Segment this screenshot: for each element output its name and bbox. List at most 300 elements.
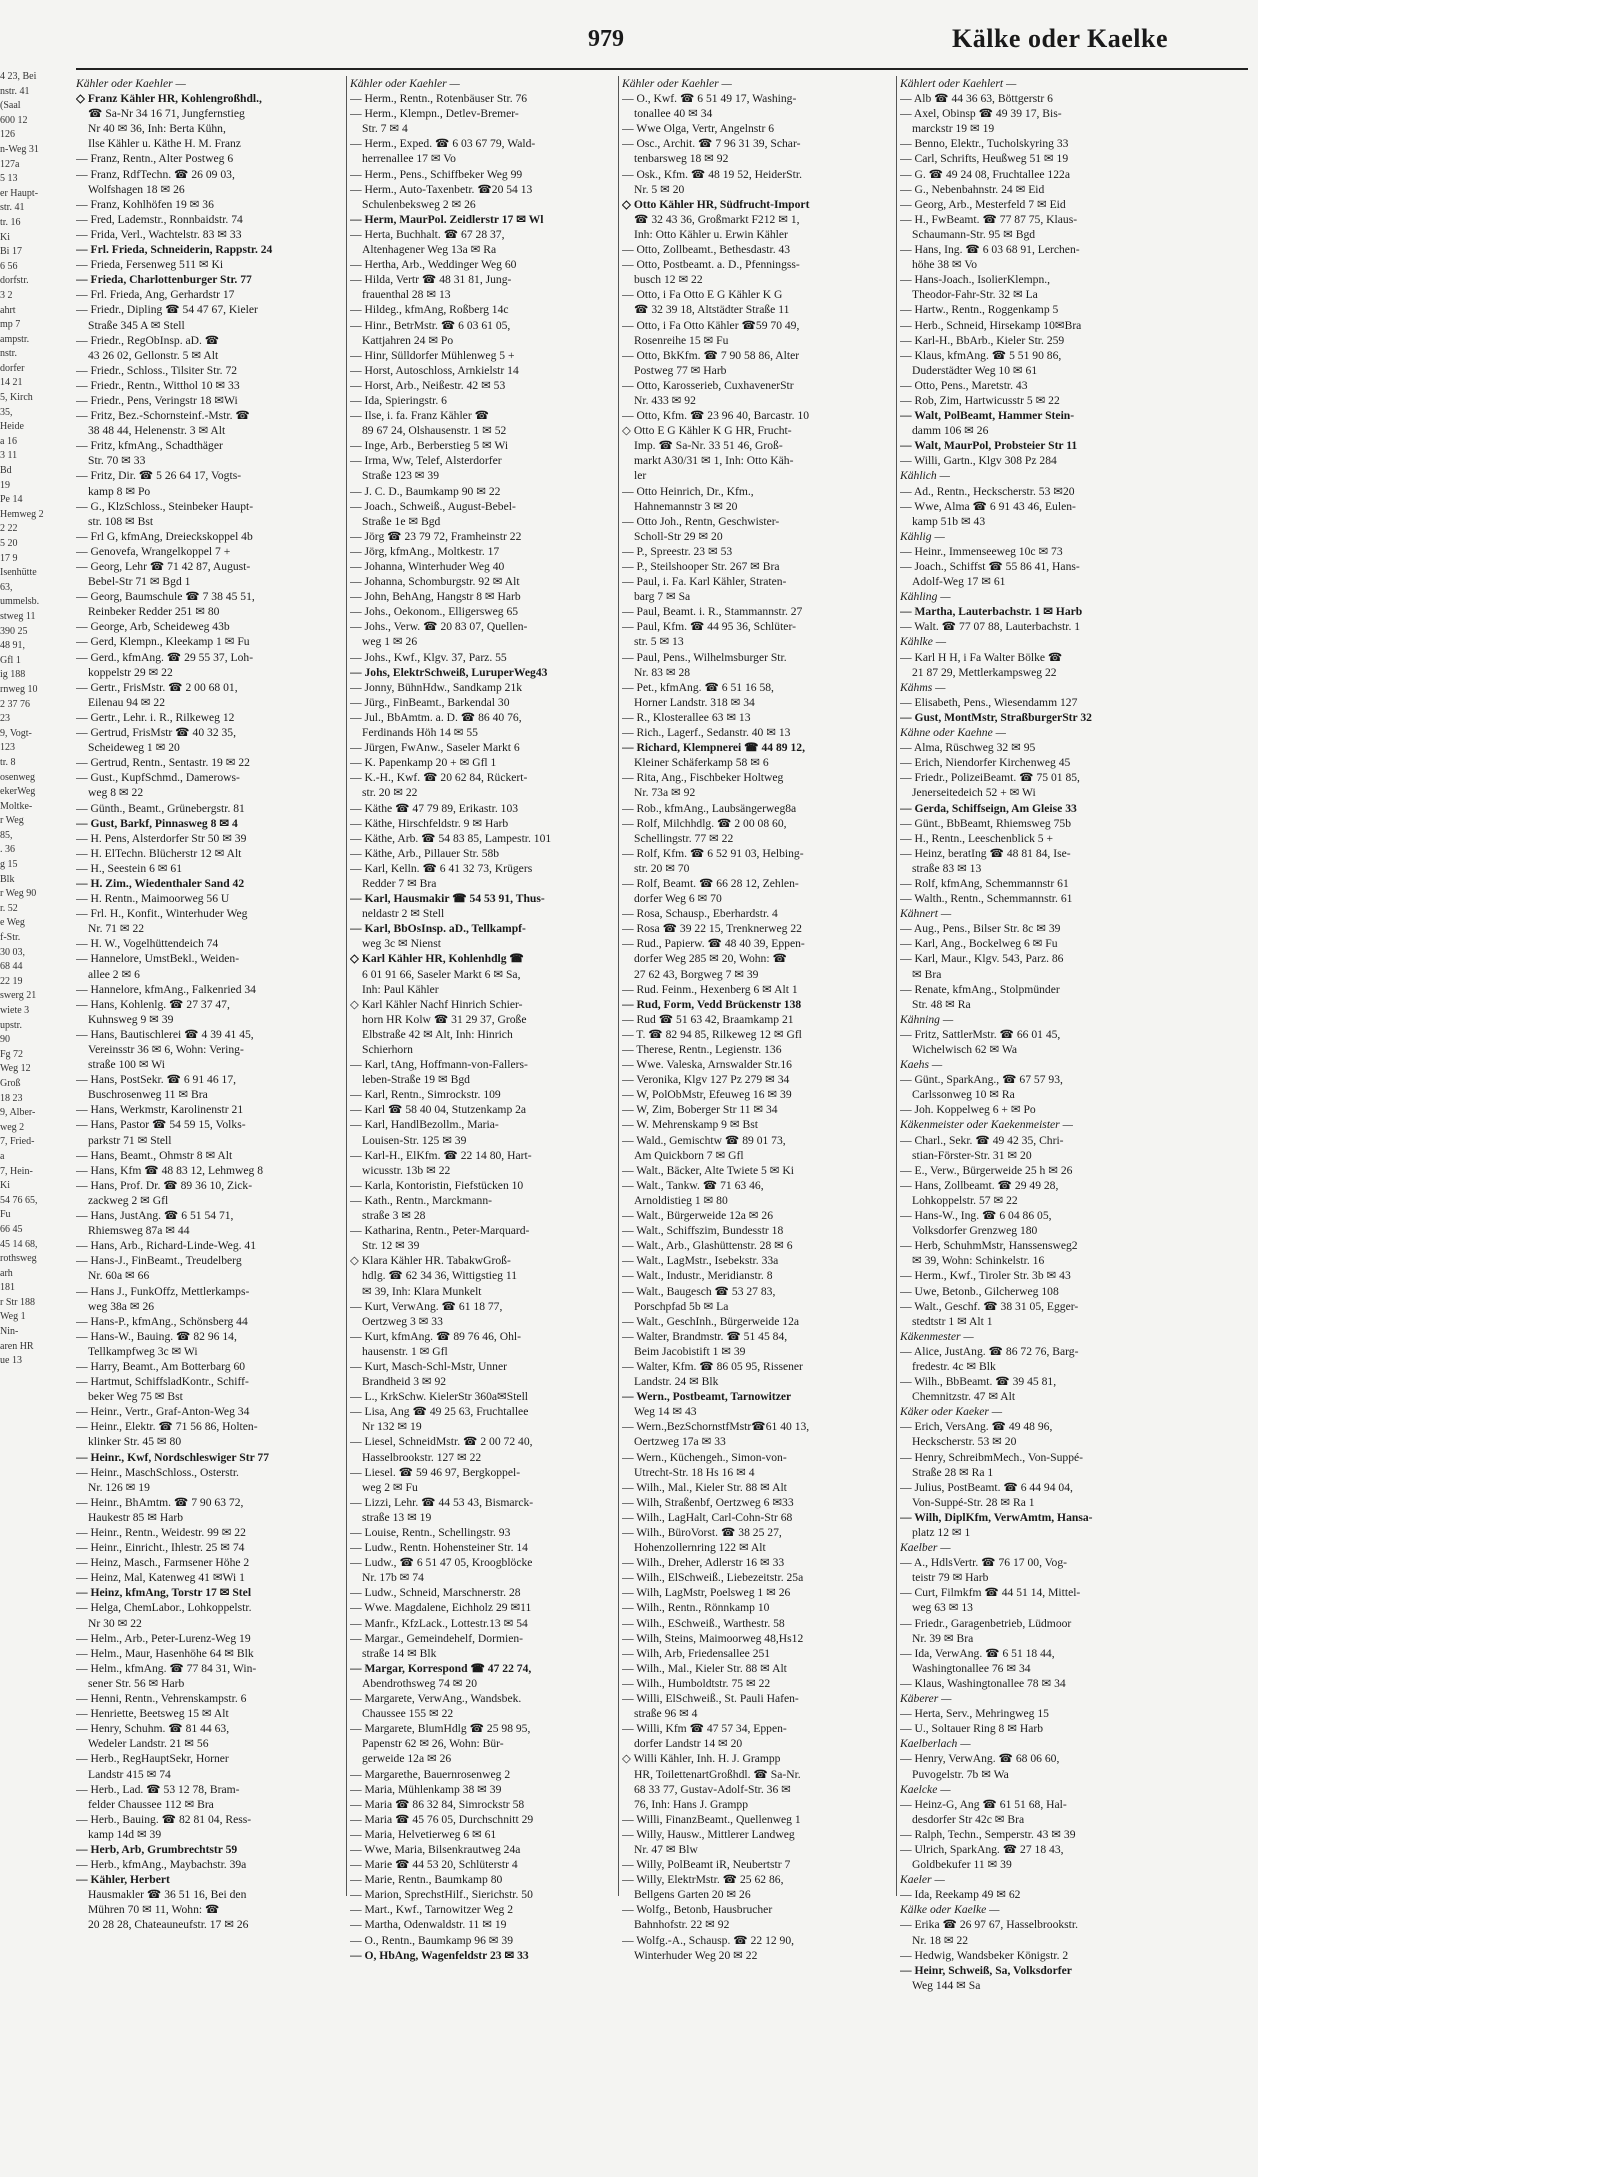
directory-entry: — Friedr., PolizeiBeamt. ☎ 75 01 85, <box>900 771 1080 785</box>
directory-entry: — Jul., BbAmtm. a. D. ☎ 86 40 76, <box>350 710 522 724</box>
directory-entry: — Paul, i. Fa. Karl Kähler, Straten- <box>622 575 787 589</box>
directory-entry: — Heinz, Masch., Farmsener Höhe 2 <box>76 1556 250 1570</box>
directory-entry: — Käthe ☎ 47 79 89, Erikastr. 103 <box>350 801 519 815</box>
directory-entry: — Maria, Helvetierweg 6 ✉ 61 <box>350 1827 497 1841</box>
edge-fragment: osenweg <box>0 771 35 783</box>
directory-entry: — Margarete, VerwAng., Wandsbek. <box>350 1692 522 1706</box>
directory-entry: — Friedr., Dipling ☎ 54 47 67, Kieler <box>76 303 258 317</box>
directory-entry: kamp 51b ✉ 43 <box>912 514 986 528</box>
directory-entry: Straße 345 A ✉ Stell <box>88 318 185 332</box>
directory-entry: — Gerd, Klempn., Kleekamp 1 ✉ Fu <box>76 635 250 649</box>
directory-entry: — Herm., Rentn., Rotenbäuser Str. 76 <box>350 92 528 106</box>
directory-entry: str. 20 ✉ 22 <box>362 786 418 800</box>
directory-entry: Papenstr 62 ✉ 26, Wohn: Bür- <box>362 1737 504 1751</box>
directory-entry: — Alice, JustAng. ☎ 86 72 76, Barg- <box>900 1344 1079 1358</box>
directory-entry: — Veronika, Klgv 127 Pz 279 ✉ 34 <box>622 1073 790 1087</box>
running-header: Kälke oder Kaelke <box>952 24 1169 53</box>
directory-entry: Jenerseitedeich 52 + ✉ Wi <box>912 786 1036 800</box>
directory-entry: — Margar., Gemeindehelf, Dormien- <box>350 1631 523 1645</box>
edge-fragment: 7, Fried- <box>0 1136 35 1148</box>
edge-fragment: Nin- <box>0 1326 19 1338</box>
edge-fragment: nstr. 41 <box>0 85 30 97</box>
directory-entry: dorfer Landstr 14 ✉ 20 <box>634 1737 743 1751</box>
directory-entry: — Gerd., kfmAng. ☎ 29 55 37, Loh- <box>76 650 254 664</box>
directory-entry: ✉ Bra <box>912 967 942 981</box>
directory-entry: — Wilh, LagMstr, Poelsweg 1 ✉ 26 <box>622 1586 791 1600</box>
edge-fragment: 63, <box>0 581 13 593</box>
directory-entry: — K. Papenkamp 20 + ✉ Gfl 1 <box>350 756 497 770</box>
directory-entry: Nr. 60a ✉ 66 <box>88 1269 150 1283</box>
edge-fragment: r Str 188 <box>0 1296 35 1308</box>
directory-entry: — Paul, Kfm. ☎ 44 95 36, Schlüter- <box>622 620 796 634</box>
directory-entry: — Joach., Schweiß., August-Bebel- <box>350 499 516 513</box>
directory-entry: — Herm., Pens., Schiffbeker Weg 99 <box>350 167 523 181</box>
directory-entry: — Rolf, kfmAng, Schemmannstr 61 <box>900 876 1069 890</box>
directory-entry: — Hans, Zollbeamt. ☎ 29 49 28, <box>900 1178 1059 1192</box>
surname-heading: Kähning — <box>900 1012 954 1026</box>
directory-entry: teistr 79 ✉ Harb <box>912 1571 989 1585</box>
directory-entry: Str. 48 ✉ Ra <box>912 997 971 1011</box>
directory-entry: ✉ 39, Inh: Klara Munkelt <box>362 1284 482 1298</box>
directory-entry: — Hans, Kohlenlg. ☎ 27 37 47, <box>76 997 230 1011</box>
edge-fragment: Isenhütte <box>0 567 37 579</box>
directory-entry: — Benno, Elektr., Tucholskyring 33 <box>900 137 1069 151</box>
directory-entry: — Friedr., Schloss., Tilsiter Str. 72 <box>76 363 238 377</box>
directory-entry: Theodor-Fahr-Str. 32 ✉ La <box>912 288 1038 302</box>
edge-fragment: a 16 <box>0 435 17 447</box>
directory-entry: — Maria ☎ 45 76 05, Durchschnitt 29 <box>350 1812 534 1826</box>
directory-entry: — Heinz, kfmAng, Torstr 17 ✉ Stel <box>76 1586 252 1600</box>
directory-entry: tenbarsweg 18 ✉ 92 <box>634 152 729 166</box>
directory-entry: — Horst, Autoschloss, Arnkielstr 14 <box>350 363 519 377</box>
directory-entry: — Heinr., MaschSchloss., Osterstr. <box>76 1465 239 1479</box>
directory-entry: — Aug., Pens., Bilser Str. 8c ✉ 39 <box>900 922 1061 936</box>
directory-entry: — Manfr., KfzLack., Lottestr.13 ✉ 54 <box>350 1616 528 1630</box>
directory-entry: — Herb., Lad. ☎ 53 12 78, Bram- <box>76 1782 240 1796</box>
directory-entry: Nr. 47 ✉ Blw <box>634 1842 698 1856</box>
directory-entry: — Frida, Verl., Wachtelstr. 83 ✉ 33 <box>76 227 242 241</box>
directory-entry: ☎ 32 39 18, Altstädter Straße 11 <box>634 303 790 317</box>
directory-entry: — Walt., Schiffszim, Bundesstr 18 <box>622 1224 784 1238</box>
directory-entry: — Johs, ElektrSchweiß, LuruperWeg43 <box>350 665 548 679</box>
directory-entry: — Louise, Rentn., Schellingstr. 93 <box>350 1526 511 1539</box>
directory-entry: — Marie, Rentn., Baumkamp 80 <box>350 1873 503 1887</box>
directory-entry: Chemnitzstr. 47 ✉ Alt <box>912 1390 1016 1404</box>
directory-entry: Nr 30 ✉ 22 <box>88 1616 142 1630</box>
directory-entry: — Karl-H., ElKfm. ☎ 22 14 80, Hart- <box>350 1148 532 1162</box>
edge-fragment: 5 13 <box>0 173 18 185</box>
directory-entry: — Lizzi, Lehr. ☎ 44 53 43, Bismarck- <box>350 1495 534 1509</box>
directory-entry: — Ad., Rentn., Heckscherstr. 53 ✉20 <box>900 484 1075 498</box>
directory-entry: — Herb, Arb, Grumbrechtstr 59 <box>76 1842 238 1856</box>
directory-entry: straße 100 ✉ Wi <box>88 1058 165 1072</box>
directory-entry: — Frieda, Charlottenburger Str. 77 <box>76 273 252 287</box>
directory-entry: frauenthal 28 ✉ 13 <box>362 288 451 302</box>
directory-entry: — Hans, Kfm ☎ 48 83 12, Lehmweg 8 <box>76 1163 264 1177</box>
edge-fragment: r Weg 90 <box>0 888 37 900</box>
directory-entry: — Ulrich, SparkAng. ☎ 27 18 43, <box>900 1842 1064 1856</box>
directory-entry: Rosenreihe 15 ✉ Fu <box>634 333 729 347</box>
directory-entry: — Wilh, Straßenbf, Oertzweg 6 ✉33 <box>622 1495 794 1509</box>
directory-entry: Nr. 5 ✉ 20 <box>634 182 685 196</box>
directory-entry: ◇ Willi Kähler, Inh. H. J. Grampp <box>622 1752 781 1766</box>
directory-entry: Nr 40 ✉ 36, Inh: Berta Kühn, <box>88 122 226 136</box>
directory-entry: straße 96 ✉ 4 <box>634 1707 698 1721</box>
surname-heading: Kählke — <box>900 635 947 649</box>
directory-entry: — Paul, Beamt. i. R., Stammannstr. 27 <box>622 605 803 619</box>
directory-entry: Utrecht-Str. 18 Hs 16 ✉ 4 <box>634 1465 755 1479</box>
directory-entry: — Richard, Klempnerei ☎ 44 89 12, <box>622 741 805 755</box>
directory-entry: Tellkampfweg 3c ✉ Wi <box>88 1344 198 1358</box>
directory-entry: str. 20 ✉ 70 <box>634 861 690 875</box>
edge-fragment: dorfer <box>0 362 25 374</box>
directory-entry: Wolfshagen 18 ✉ 26 <box>88 182 185 196</box>
directory-entry: — Fritz, kfmAng., Schadthäger <box>76 439 223 453</box>
directory-entry: — Ralph, Techn., Semperstr. 43 ✉ 39 <box>900 1827 1076 1841</box>
directory-entry: Kuhnsweg 9 ✉ 39 <box>88 1012 174 1026</box>
directory-entry: — Hans, Werkmstr, Karolinenstr 21 <box>76 1103 244 1117</box>
directory-entry: — Willy, Hausw., Mittlerer Landweg <box>622 1827 795 1841</box>
directory-entry: — Kurt, VerwAng. ☎ 61 18 77, <box>350 1299 503 1313</box>
directory-entry: — John, BehAng, Hangstr 8 ✉ Harb <box>350 590 521 604</box>
edge-fragment: Moltke- <box>0 800 33 812</box>
edge-fragment: 9, Alber- <box>0 1107 36 1119</box>
surname-heading: Kähler oder Kaehler — <box>350 77 460 90</box>
directory-entry: — Hilda, Vertr ☎ 48 31 81, Jung- <box>350 273 512 287</box>
directory-entry: — Elisabeth, Pens., Wiesendamm 127 <box>900 695 1078 709</box>
directory-entry: — Wilh., Mal., Kieler Str. 88 ✉ Alt <box>622 1480 787 1494</box>
directory-entry: Carlssonweg 10 ✉ Ra <box>912 1088 1015 1102</box>
directory-entry: — Hans, Ing. ☎ 6 03 68 91, Lerchen- <box>900 243 1080 257</box>
directory-entry: — Frl. Frieda, Ang, Gerhardstr 17 <box>76 288 235 302</box>
directory-entry: Scholl-Str 29 ✉ 20 <box>634 529 723 543</box>
directory-entry: straße 14 ✉ Blk <box>362 1646 437 1660</box>
directory-entry: — Hans-Joach., IsolierKlempn., <box>900 273 1051 287</box>
edge-fragment: ahrt <box>0 304 16 316</box>
directory-entry: — Wilh., Mal., Kieler Str. 88 ✉ Alt <box>622 1661 787 1675</box>
directory-entry: dorfer Weg 285 ✉ 20, Wohn: ☎ <box>634 952 787 966</box>
directory-entry: — Karl, Rentn., Simrockstr. 109 <box>350 1088 501 1102</box>
edge-fragment: f-Str. <box>0 932 21 944</box>
directory-entry: — Hans, PostSekr. ☎ 6 91 46 17, <box>76 1073 237 1087</box>
directory-entry: leben-Straße 19 ✉ Bgd <box>362 1073 470 1087</box>
directory-entry: Nr 132 ✉ 19 <box>362 1420 422 1434</box>
directory-entry: — Erich, VersAng. ☎ 49 48 96, <box>900 1420 1053 1434</box>
directory-entry: Nr. 126 ✉ 19 <box>88 1480 150 1494</box>
directory-entry: hdlg. ☎ 62 34 36, Wittigstieg 11 <box>362 1269 518 1283</box>
edge-fragment: rothsweg <box>0 1253 37 1265</box>
directory-entry: — Wwe. Magdalene, Eichholz 29 ✉11 <box>350 1601 532 1615</box>
edge-fragment: Blk <box>0 873 15 885</box>
directory-entry: Hohenzollernring 122 ✉ Alt <box>634 1541 766 1555</box>
directory-entry: — Walt, PolBeamt, Hammer Stein- <box>900 409 1075 423</box>
directory-entry: 68 33 77, Gustav-Adolf-Str. 36 ✉ <box>634 1782 791 1796</box>
directory-entry: — H. Rentn., Maimoorweg 56 U <box>76 892 230 906</box>
directory-entry: — Friedr., Pens, Veringstr 18 ✉Wi <box>76 393 238 407</box>
directory-entry: — Wilh., Dreher, Adlerstr 16 ✉ 33 <box>622 1556 785 1570</box>
directory-entry: — Herm., Kwf., Tiroler Str. 3b ✉ 43 <box>900 1269 1071 1283</box>
directory-entry: — Karl, BbOsInsp. aD., Tellkampf- <box>350 922 526 936</box>
directory-column-2 <box>350 76 626 1996</box>
directory-entry: — Karl, tAng, Hoffmann-von-Fallers- <box>350 1058 528 1072</box>
directory-entry: — Genovefa, Wrangelkoppel 7 + <box>76 544 231 558</box>
directory-entry: — Otto, Postbeamt. a. D., Pfenningss- <box>622 258 800 272</box>
directory-entry: Nr. 17b ✉ 74 <box>362 1571 424 1585</box>
surname-heading: Kählert oder Kaehlert — <box>900 77 1017 90</box>
directory-entry: — Walt., Bäcker, Alte Twiete 5 ✉ Ki <box>622 1163 794 1177</box>
directory-entry: — Klaus, kfmAng. ☎ 5 51 90 86, <box>900 348 1062 362</box>
directory-entry: koppelstr 29 ✉ 22 <box>88 665 173 679</box>
edge-fragment: 5 20 <box>0 538 18 549</box>
directory-entry: — W, Zim, Boberger Str 11 ✉ 34 <box>622 1103 778 1117</box>
edge-fragment: 600 12 <box>0 114 28 126</box>
directory-entry: Oertzweg 3 ✉ 33 <box>362 1314 443 1328</box>
directory-entry: — Hertha, Arb., Weddinger Weg 60 <box>350 258 517 272</box>
directory-entry: — Hans-W., Ing. ☎ 6 04 86 05, <box>900 1209 1052 1223</box>
directory-entry: Am Quickborn 7 ✉ Gfl <box>634 1148 744 1162</box>
directory-entry: damm 106 ✉ 26 <box>912 424 989 438</box>
directory-entry: Schierhorn <box>362 1043 413 1056</box>
directory-entry: — Otto, BkKfm. ☎ 7 90 58 86, Alter <box>622 348 800 362</box>
directory-entry: — Wilh., LagHalt, Carl-Cohn-Str 68 <box>622 1510 793 1524</box>
directory-entry: — Hannelore, UmstBekl., Weiden- <box>76 952 240 966</box>
directory-entry: — Ilse, i. fa. Franz Kähler ☎ <box>350 409 490 423</box>
directory-entry: — Ludw., ☎ 6 51 47 05, Kroogblöcke <box>350 1556 533 1570</box>
directory-entry: — Uwe, Betonb., Gilcherweg 108 <box>900 1284 1059 1298</box>
directory-entry: — Mart., Kwf., Tarnowitzer Weg 2 <box>350 1903 513 1917</box>
directory-entry: — Irma, Ww, Telef, Alsterdorfer <box>350 454 502 468</box>
edge-fragment: g 15 <box>0 859 18 871</box>
edge-fragment: upstr. <box>0 1019 22 1031</box>
directory-entry: parkstr 71 ✉ Stell <box>88 1133 172 1147</box>
directory-entry: — O., Rentn., Baumkamp 96 ✉ 39 <box>350 1933 513 1947</box>
directory-entry: Schellingstr. 77 ✉ 22 <box>634 831 734 845</box>
surname-heading: Kähms — <box>900 680 946 694</box>
directory-entry: — Ida, VerwAng. ☎ 6 51 18 44, <box>900 1646 1055 1660</box>
directory-entry: Ilse Kähler u. Käthe H. M. Franz <box>88 137 241 151</box>
directory-entry: — Walt., LagMstr., Isebekstr. 33a <box>622 1254 779 1268</box>
directory-entry: Straße 28 ✉ Ra 1 <box>912 1465 994 1479</box>
directory-entry: 38 48 44, Helenenstr. 3 ✉ Alt <box>88 424 226 438</box>
directory-entry: Bebel-Str 71 ✉ Bgd 1 <box>88 575 191 589</box>
directory-entry: — Georg, Baumschule ☎ 7 38 45 51, <box>76 590 255 604</box>
directory-entry: ☎ Sa-Nr 34 16 71, Jungfernstieg <box>88 107 245 121</box>
directory-entry: — Erika ☎ 26 97 67, Hasselbrookstr. <box>900 1918 1079 1932</box>
edge-fragment: Weg 12 <box>0 1063 31 1075</box>
directory-entry: 6 01 91 66, Saseler Markt 6 ✉ Sa, <box>362 967 521 981</box>
directory-entry: — Alb ☎ 44 36 63, Böttgerstr 6 <box>900 92 1053 106</box>
directory-entry: — Willi, Gartn., Klgv 308 Pz 284 <box>900 454 1057 468</box>
directory-entry: — Otto Heinrich, Dr., Kfm., <box>622 484 754 498</box>
edge-fragment: 66 45 <box>0 1223 23 1235</box>
directory-entry: — Kurt, kfmAng. ☎ 89 76 46, Ohl- <box>350 1329 521 1343</box>
directory-entry: ✉ 39, Wohn: Schinkelstr. 16 <box>912 1254 1045 1268</box>
directory-entry: — Walt., Tankw. ☎ 71 63 46, <box>622 1178 764 1192</box>
directory-entry: — Maria, Mühlenkamp 38 ✉ 39 <box>350 1782 502 1796</box>
edge-fragment: ue 13 <box>0 1355 22 1367</box>
directory-entry: — Heinr., Einricht., Ihlestr. 25 ✉ 74 <box>76 1541 245 1555</box>
directory-entry: — Hartmut, SchiffsladKontr., Schiff- <box>76 1375 249 1389</box>
edge-fragment: e Weg <box>0 917 25 929</box>
directory-entry: Eilenau 94 ✉ 22 <box>88 695 166 709</box>
directory-entry: — Karl, Ang., Bockelweg 6 ✉ Fu <box>900 937 1058 951</box>
directory-entry: — Otto, Kfm. ☎ 23 96 40, Barcastr. 10 <box>622 409 810 423</box>
surname-heading: Kähler oder Kaehler — <box>76 77 186 90</box>
directory-entry: — Johanna, Schomburgstr. 92 ✉ Alt <box>350 575 520 589</box>
directory-entry: — Rud., Papierw. ☎ 48 40 39, Eppen- <box>622 937 805 951</box>
directory-entry: neldastr 2 ✉ Stell <box>362 907 445 921</box>
directory-entry: stedtstr 1 ✉ Alt 1 <box>912 1314 993 1328</box>
surname-heading: Käker oder Kaeker — <box>900 1405 1003 1419</box>
edge-fragment: 3 2 <box>0 289 13 301</box>
edge-fragment: swerg 21 <box>0 990 37 1002</box>
directory-entry: marckstr 19 ✉ 19 <box>912 122 995 136</box>
directory-entry: Schulenbeksweg 2 ✉ 26 <box>362 197 476 211</box>
edge-fragment: 30 03, <box>0 946 25 958</box>
directory-entry: — Käthe, Hirschfeldstr. 9 ✉ Harb <box>350 816 509 830</box>
directory-entry: — Franz, Rentn., Alter Postweg 6 <box>76 152 234 166</box>
surname-heading: Käkenmeister oder Kaekenmeister — <box>900 1118 1073 1132</box>
edge-fragment: 2 37 76 <box>0 698 30 710</box>
edge-fragment: Hemweg 2 <box>0 508 44 520</box>
directory-entry: 21 87 29, Mettlerkampsweg 22 <box>912 665 1057 679</box>
edge-fragment: 14 21 <box>0 377 23 389</box>
directory-entry: — Willi, Kfm ☎ 47 57 34, Eppen- <box>622 1722 787 1736</box>
directory-entry: weg 3c ✉ Nienst <box>362 937 441 951</box>
directory-entry: — Kath., Rentn., Marckmann- <box>350 1193 492 1207</box>
directory-entry: — Margar, Korrespond ☎ 47 22 74, <box>350 1661 532 1675</box>
directory-entry: — H., Rentn., Leeschenblick 5 + <box>900 831 1054 845</box>
directory-entry: — A., HdlsVertr. ☎ 76 17 00, Vog- <box>900 1556 1067 1570</box>
directory-entry: — Wolfg.-A., Schausp. ☎ 22 12 90, <box>622 1933 795 1947</box>
edge-fragment: 126 <box>0 129 15 141</box>
directory-entry: — Rob, Zim, Hartwicusstr 5 ✉ 22 <box>900 393 1060 407</box>
directory-entry: — Karla, Kontoristin, Fiefstücken 10 <box>350 1178 524 1192</box>
directory-entry: Nr. 39 ✉ Bra <box>912 1631 974 1645</box>
directory-entry: — U., Soltauer Ring 8 ✉ Harb <box>900 1722 1044 1736</box>
surname-heading: Käberer — <box>900 1692 952 1706</box>
directory-entry: — T. ☎ 82 94 85, Rilkeweg 12 ✉ Gfl <box>622 1027 802 1041</box>
directory-entry: — G. ☎ 49 24 08, Fruchtallee 122a <box>900 167 1070 181</box>
directory-entry: — Heinr., Kwf, Nordschleswiger Str 77 <box>76 1450 270 1464</box>
edge-fragment: wiete 3 <box>0 1005 30 1016</box>
edge-fragment: 54 76 65, <box>0 1194 38 1206</box>
directory-entry: Oertzweg 17a ✉ 33 <box>634 1435 726 1449</box>
directory-entry: — Franz, Kohlhöfen 19 ✉ 36 <box>76 197 214 211</box>
directory-entry: Rhiemsweg 87a ✉ 44 <box>88 1224 190 1238</box>
surname-heading: Käkenmester — <box>900 1329 974 1343</box>
directory-entry: Brandheid 3 ✉ 92 <box>362 1375 447 1389</box>
directory-entry: — Walt., Industr., Meridianstr. 8 <box>622 1269 773 1283</box>
directory-entry: — Hans, Bautischlerei ☎ 4 39 41 45, <box>76 1027 254 1041</box>
directory-entry: — H. Zim., Wiedenthaler Sand 42 <box>76 876 245 890</box>
directory-entry: — Friedr., Garagenbetrieb, Lüdmoor <box>900 1616 1072 1630</box>
directory-entry: — Jonny, BühnHdw., Sandkamp 21k <box>350 680 523 694</box>
directory-entry: — Kähler, Herbert <box>76 1873 170 1887</box>
directory-entry: — Walt., GeschInh., Bürgerweide 12a <box>622 1314 800 1328</box>
edge-fragment: ig 188 <box>0 669 26 681</box>
scan-margin <box>1258 0 1600 2177</box>
directory-entry: — Charl., Sekr. ☎ 49 42 35, Chri- <box>900 1133 1064 1147</box>
directory-entry: Nr. 71 ✉ 22 <box>88 922 145 936</box>
surname-heading: Kählich — <box>900 469 950 483</box>
edge-fragment: str. 41 <box>0 202 25 214</box>
directory-entry: desdorfer Str 42c ✉ Bra <box>912 1812 1025 1826</box>
directory-entry: — Wilh., ESchweiß., Warthestr. 58 <box>622 1616 785 1630</box>
edge-fragment: tr. 16 <box>0 216 21 228</box>
directory-entry: — Hans, Beamt., Ohmstr 8 ✉ Alt <box>76 1148 233 1162</box>
directory-entry: — H., FwBeamt. ☎ 77 87 75, Klaus- <box>900 212 1078 226</box>
directory-entry: — Gertr., Lehr. i. R., Rilkeweg 12 <box>76 710 235 724</box>
directory-entry: Winterhuder Weg 20 ✉ 22 <box>634 1948 758 1962</box>
directory-entry: — Fritz, Dir. ☎ 5 26 64 17, Vogts- <box>76 469 242 483</box>
directory-entry: — Lisa, Ang ☎ 49 25 63, Fruchtallee <box>350 1405 529 1419</box>
directory-entry: — Jürg., FinBeamt., Barkendal 30 <box>350 695 510 709</box>
directory-entry: — Gust., KupfSchmd., Damerows- <box>76 771 240 785</box>
directory-entry: weg 1 ✉ 26 <box>362 635 418 649</box>
directory-entry: — Karl-H., BbArb., Kieler Str. 259 <box>900 333 1065 347</box>
directory-entry: Haukestr 85 ✉ Harb <box>88 1510 184 1524</box>
directory-entry: höhe 38 ✉ Vo <box>912 258 978 272</box>
edge-fragment: aren HR <box>0 1340 34 1352</box>
directory-entry: hausenstr. 1 ✉ Gfl <box>362 1344 448 1358</box>
directory-entry: — G., KlzSchloss., Steinbeker Haupt- <box>76 499 254 513</box>
directory-entry: — H. ElTechn. Blücherstr 12 ✉ Alt <box>76 846 242 860</box>
directory-entry: Abendrothsweg 74 ✉ 20 <box>362 1676 478 1690</box>
edge-fragment: Bd <box>0 465 12 477</box>
surname-heading: Kähling — <box>900 590 951 604</box>
directory-entry: Ferdinands Höh 14 ✉ 55 <box>362 726 478 740</box>
directory-entry: — Wilh, DiplKfm, VerwAmtm, Hansa- <box>900 1510 1093 1524</box>
directory-entry: — Günth., Beamt., Grünebergstr. 81 <box>76 801 245 815</box>
directory-entry: Elbstraße 42 ✉ Alt, Inh: Hinrich <box>362 1027 513 1041</box>
directory-entry: — Ludw., Rentn. Hohensteiner Str. 14 <box>350 1541 528 1555</box>
edge-fragment: 6 56 <box>0 260 18 272</box>
directory-entry: — Herm., Exped. ☎ 6 03 67 79, Wald- <box>350 137 536 151</box>
directory-entry: — Erich, Niendorfer Kirchenweg 45 <box>900 756 1071 770</box>
directory-entry: — Fritz, SattlerMstr. ☎ 66 01 45, <box>900 1027 1061 1041</box>
directory-entry: — Helm., Maur, Hasenhöhe 64 ✉ Blk <box>76 1646 254 1660</box>
directory-entry: Chaussee 155 ✉ 22 <box>362 1707 454 1721</box>
header-rule <box>76 68 1248 70</box>
edge-fragment: n-Weg 31 <box>0 143 39 155</box>
directory-entry: Weg 144 ✉ Sa <box>912 1978 981 1992</box>
directory-entry: markt A30/31 ✉ 1, Inh: Otto Käh- <box>634 454 794 468</box>
directory-entry: — Henry, SchreibmMech., Von-Suppé- <box>900 1450 1084 1464</box>
directory-entry: — Wern.,BezSchornstfMstr☎61 40 13, <box>622 1420 810 1434</box>
directory-entry: ◇ Karl Kähler HR, Kohlenhdlg ☎ <box>350 952 524 966</box>
directory-entry: — Rob., kfmAng., Laubsängerweg8a <box>622 801 797 815</box>
directory-entry: — Martha, Lauterbachstr. 1 ✉ Harb <box>900 605 1083 619</box>
directory-entry: Washingtonallee 76 ✉ 34 <box>912 1661 1031 1675</box>
directory-entry: — K.-H., Kwf. ☎ 20 62 84, Rückert- <box>350 771 528 785</box>
directory-entry: — Willy, PolBeamt iR, Neubertstr 7 <box>622 1858 791 1872</box>
surname-heading: Kaelcke — <box>900 1782 951 1796</box>
directory-entry: — Ludw., Schneid, Marschnerstr. 28 <box>350 1586 521 1600</box>
directory-entry: — Heinr., Vertr., Graf-Anton-Weg 34 <box>76 1405 250 1419</box>
directory-entry: — Jörg ☎ 23 79 72, Framheinstr 22 <box>350 529 522 543</box>
directory-entry: — G., Nebenbahnstr. 24 ✉ Eid <box>900 182 1045 196</box>
directory-entry: — Wald., Gemischtw ☎ 89 01 73, <box>622 1133 786 1147</box>
directory-entry: — Walt., Geschf. ☎ 38 31 05, Egger- <box>900 1299 1079 1313</box>
directory-entry: — Otto, Karosserieb, CuxhavenerStr <box>622 378 794 392</box>
edge-fragment: weg 2 <box>0 1121 25 1133</box>
directory-entry: Redder 7 ✉ Bra <box>362 876 437 890</box>
directory-entry: — Margarethe, Bauernrosenweg 2 <box>350 1767 511 1781</box>
directory-entry: — Alma, Rüschweg 32 ✉ 95 <box>900 741 1036 755</box>
directory-entry: — Hans J., FunkOffz, Mettlerkamps- <box>76 1284 250 1298</box>
directory-entry: — Rosa, Schausp., Eberhardstr. 4 <box>622 907 778 921</box>
